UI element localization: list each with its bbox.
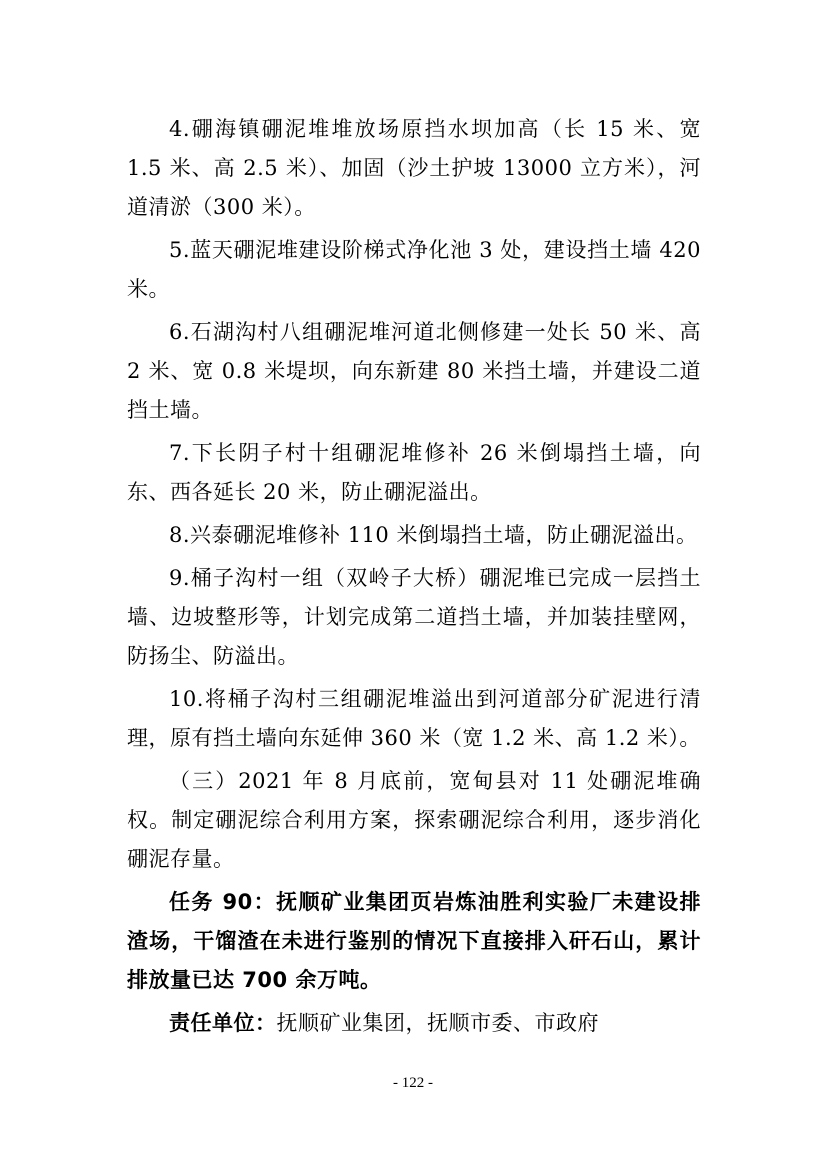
document-body <box>127 110 701 1043</box>
paragraph-item-5: 5.蓝天硼泥堆建设阶梯式净化池 3 处，建设挡土墙 420 米。 <box>127 238 701 301</box>
responsible-unit <box>127 1004 701 1043</box>
paragraph-item-7: 7.下长阴子村十组硼泥堆修补 26 米倒塌挡土墙，向东、西各延长 20 米，防止硼泥溢出。 <box>127 441 701 504</box>
paragraph-section-3: （三）2021 年 8 月底前，宽甸县对 11 处硼泥堆确权。制定硼泥综合利用方案，探索硼泥综合利用，逐步消化硼泥存量。 <box>127 769 701 871</box>
paragraph-item-4: 4.硼海镇硼泥堆堆放场原挡水坝加高（长 15 米、宽 1.5 米、高 2.5 米）、加固（沙土护坡 13000 立方米），河道清淤（300 米）。 <box>127 117 701 219</box>
task-heading: 任务 90：抚顺矿业集团页岩炼油胜利实验厂未建设排渣场，干馏渣在未进行鉴别的情况下直接排入矸石山，累计排放量已达 700 余万吨。 <box>127 890 701 992</box>
paragraph-item-6: 6.石湖沟村八组硼泥堆河道北侧修建一处长 50 米、高 2 米、宽 0.8 米堤坝，向东新建 80 米挡土墙，并建设二道挡土墙。 <box>127 320 701 422</box>
paragraph-item-8: 8.兴泰硼泥堆修补 110 米倒塌挡土墙，防止硼泥溢出。 <box>169 523 698 547</box>
page-number: - 122 - <box>393 1075 433 1091</box>
paragraph-item-9: 9.桶子沟村一组（双岭子大桥）硼泥堆已完成一层挡土墙、边坡整形等，计划完成第二道挡土墙，并加装挂壁网，防扬尘、防溢出。 <box>127 566 701 668</box>
responsible-label: 责任单位： <box>169 1011 277 1035</box>
paragraph-item-10: 10.将桶子沟村三组硼泥堆溢出到河道部分矿泥进行清理，原有挡土墙向东延伸 360 米（宽 1.2 米、高 1.2 米）。 <box>127 687 701 750</box>
responsible-value: 抚顺矿业集团，抚顺市委、市政府 <box>276 1011 599 1035</box>
